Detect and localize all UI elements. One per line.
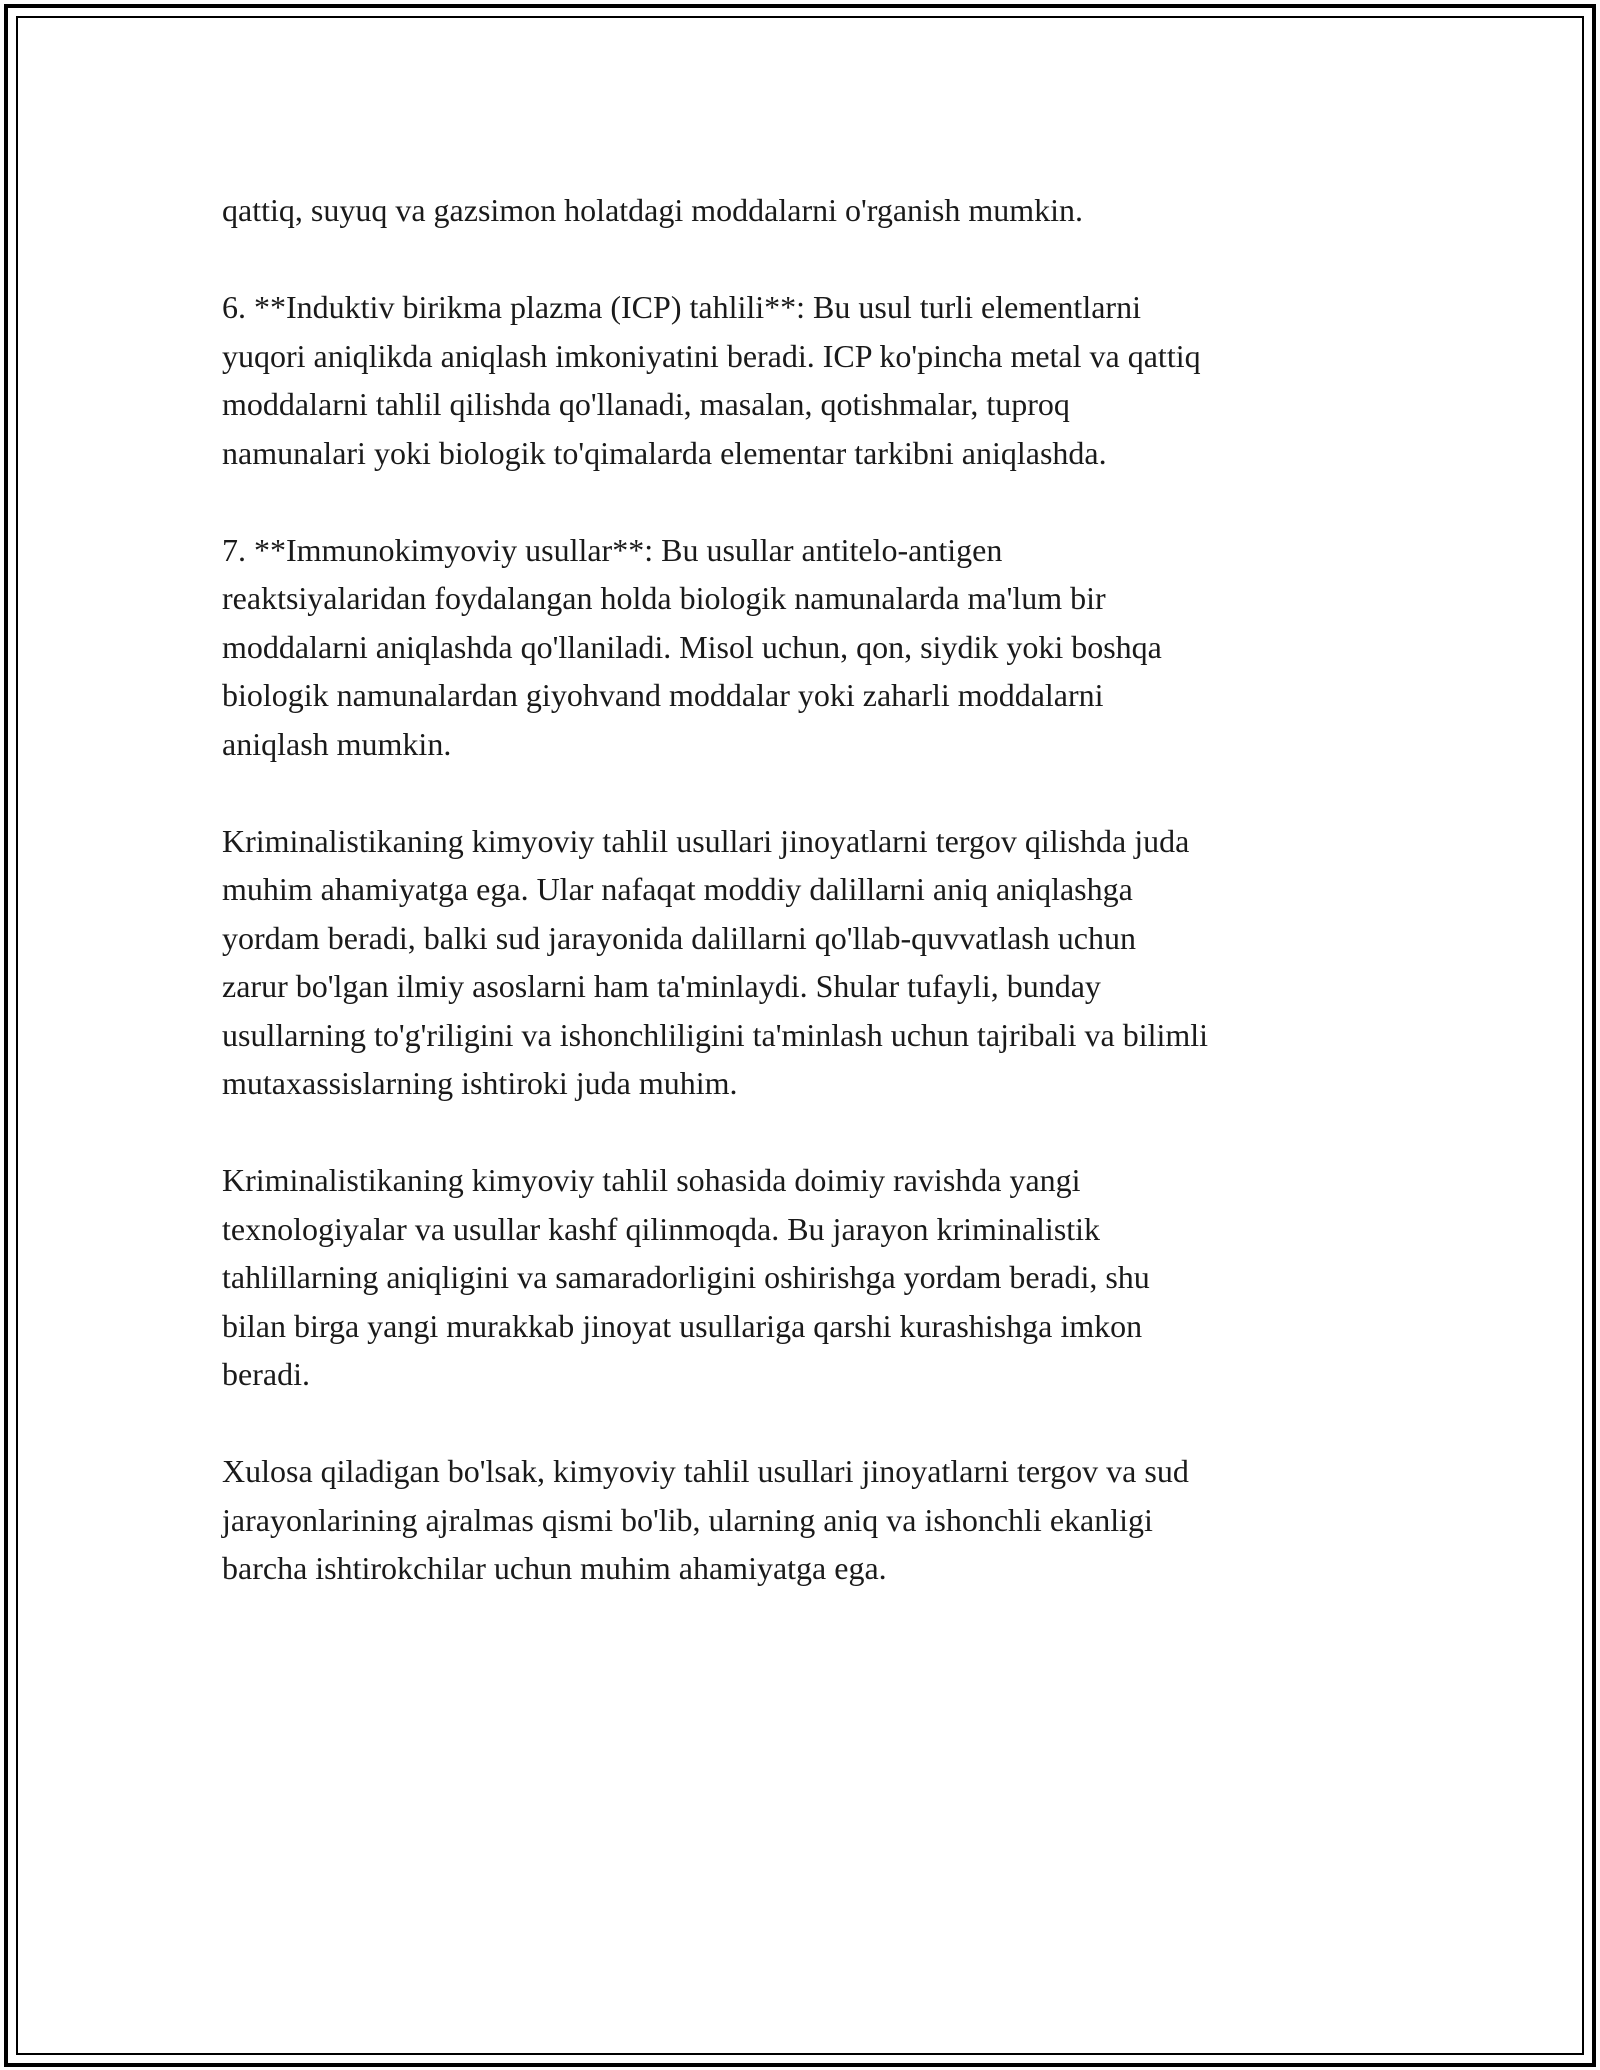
text-line: qattiq, suyuq va gazsimon holatdagi moddalarni o'rganish mumkin. (222, 192, 1084, 228)
paragraph-continuation (222, 186, 1377, 235)
text-line: Xulosa qiladigan bo'lsak, kimyoviy tahlil usullari jinoyatlarni tergov va sud (222, 1453, 1189, 1489)
text-line: moddalarni tahlil qilishda qo'llanadi, masalan, qotishmalar, tuproq (222, 386, 1070, 422)
text-line: 6. **Induktiv birikma plazma (ICP) tahlili**: Bu usul turli elementlarni (222, 289, 1141, 325)
text-line: aniqlash mumkin. (222, 725, 452, 762)
text-line: texnologiyalar va usullar kashf qilinmoqda. Bu jarayon kriminalistik (222, 1210, 1101, 1247)
text-line: jarayonlarining ajralmas qismi bo'lib, ularning aniq va ishonchli ekanligi (222, 1501, 1153, 1538)
text-line: Kriminalistikaning kimyoviy tahlil sohasida doimiy ravishda yangi (222, 1162, 1081, 1198)
paragraph-importance (222, 817, 1377, 1108)
text-line: mutaxassislarning ishtiroki juda muhim. (222, 1065, 738, 1101)
text-line: biologik namunalardan giyohvand moddalar yoki zaharli moddalarni (222, 677, 1104, 713)
text-line: muhim ahamiyatga ega. Ular nafaqat moddiy dalillarni aniq aniqlashga (222, 871, 1133, 907)
text-line: moddalarni aniqlashda qo'llaniladi. Misol uchun, qon, siydik yoki boshqa (222, 628, 1162, 665)
text-line: usullarning to'g'riligini va ishonchliligini ta'minlash uchun tajribali va bilimli (222, 1016, 1209, 1053)
text-line: yordam beradi, balki sud jarayonida dalillarni qo'llab-quvvatlash uchun (222, 919, 1136, 956)
paragraph-icp-analysis (222, 283, 1377, 477)
text-line: beradi. (222, 1356, 310, 1392)
text-line: tahlillarning aniqligini va samaradorligini oshirishga yordam beradi, shu (222, 1259, 1150, 1295)
text-line: yuqori aniqlikda aniqlash imkoniyatini beradi. ICP ko'pincha metal va qattiq (222, 337, 1201, 374)
text-line: barcha ishtirokchilar uchun muhim ahamiyatga ega. (222, 1550, 887, 1586)
text-line: zarur bo'lgan ilmiy asoslarni ham ta'minlaydi. Shular tufayli, bunday (222, 968, 1101, 1004)
text-line: namunalari yoki biologik to'qimalarda elementar tarkibni aniqlashda. (222, 434, 1107, 471)
paragraph-immunochemical-methods (222, 526, 1377, 769)
text-line: Kriminalistikaning kimyoviy tahlil usullari jinoyatlarni tergov qilishda juda (222, 822, 1190, 859)
document-body (222, 186, 1377, 1641)
text-line: 7. **Immunokimyoviy usullar**: Bu usullar antitelo-antigen (222, 531, 1003, 568)
paragraph-new-technologies (222, 1156, 1377, 1399)
text-line: reaktsiyalaridan foydalangan holda biologik namunalarda ma'lum bir (222, 580, 1106, 616)
text-line: bilan birga yangi murakkab jinoyat usullariga qarshi kurashishga imkon (222, 1307, 1143, 1344)
paragraph-conclusion (222, 1447, 1377, 1593)
